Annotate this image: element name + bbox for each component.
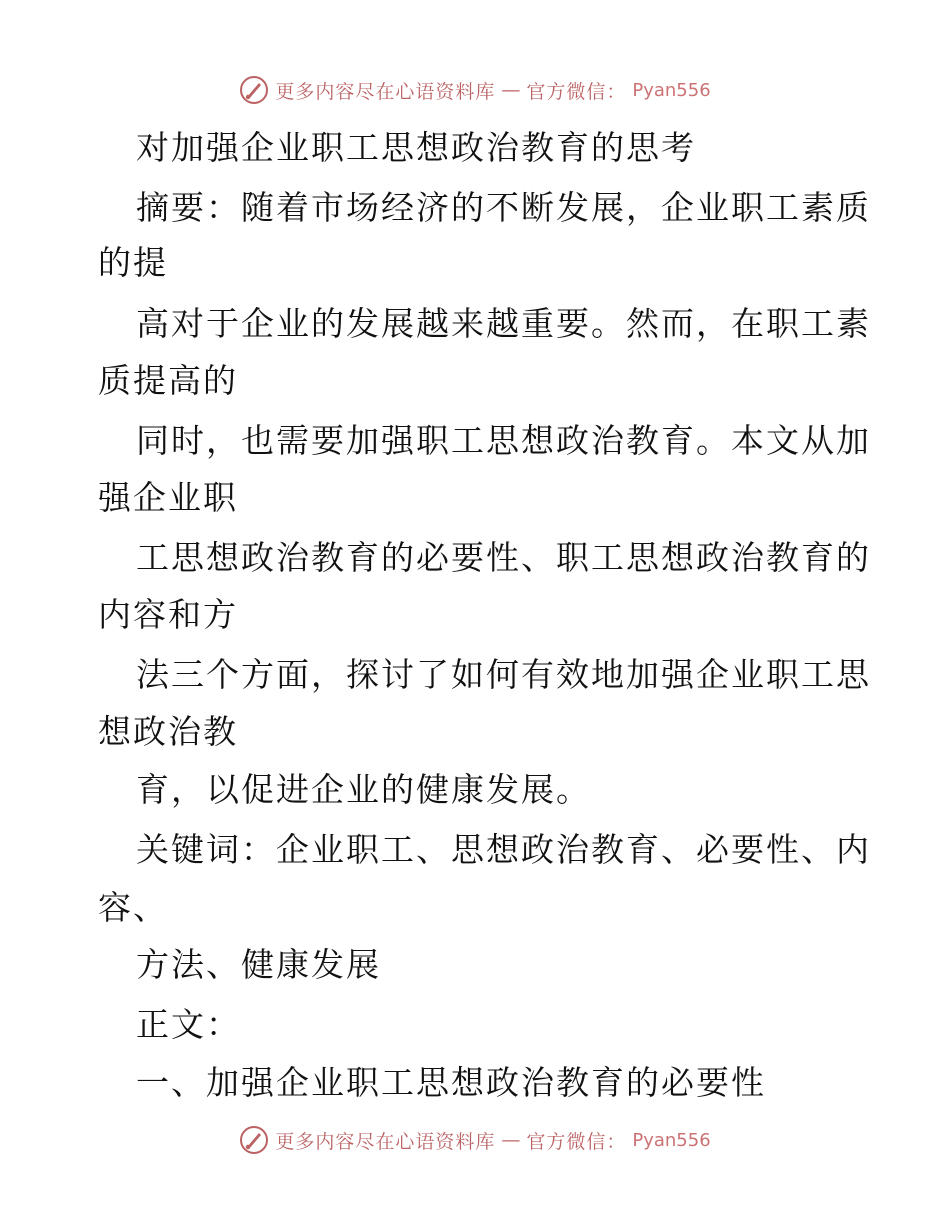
document-title: 对加强企业职工思想政治教育的思考 bbox=[136, 128, 696, 167]
watermark-separator: — bbox=[501, 79, 521, 101]
keywords-line: 关键词：企业职工、思想政治教育、必要性、内 bbox=[136, 830, 871, 869]
watermark-separator: — bbox=[501, 1129, 521, 1151]
section-label: 正文： bbox=[136, 1005, 241, 1044]
paragraph-line: 育，以促进企业的健康发展。 bbox=[136, 770, 591, 809]
paragraph-line: 的提 bbox=[98, 243, 168, 282]
section-heading: 一、加强企业职工思想政治教育的必要性 bbox=[136, 1063, 766, 1102]
footer-watermark bbox=[0, 1120, 950, 1160]
paragraph-line: 想政治教 bbox=[98, 712, 238, 751]
header-watermark bbox=[0, 70, 950, 110]
watermark-official: 官方微信： bbox=[526, 80, 627, 103]
watermark-id: Pyan556 bbox=[632, 79, 711, 101]
quill-logo-icon bbox=[239, 1125, 269, 1155]
watermark-text: 更多内容尽在心语资料库 bbox=[275, 80, 496, 103]
keywords-line: 容、 bbox=[98, 888, 168, 927]
keywords-line: 方法、健康发展 bbox=[136, 945, 381, 984]
paragraph-line: 工思想政治教育的必要性、职工思想政治教育的 bbox=[136, 538, 871, 577]
paragraph-line: 质提高的 bbox=[98, 361, 238, 400]
paragraph-line: 法三个方面，探讨了如何有效地加强企业职工思 bbox=[136, 655, 871, 694]
paragraph-line: 强企业职 bbox=[98, 478, 238, 517]
paragraph-line: 高对于企业的发展越来越重要。然而，在职工素 bbox=[136, 304, 871, 343]
paragraph-line: 内容和方 bbox=[98, 595, 238, 634]
watermark-text: 更多内容尽在心语资料库 bbox=[275, 1130, 496, 1153]
watermark-official: 官方微信： bbox=[526, 1130, 627, 1153]
paragraph-line: 同时，也需要加强职工思想政治教育。本文从加 bbox=[136, 421, 871, 460]
watermark-id: Pyan556 bbox=[632, 1129, 711, 1151]
quill-logo-icon bbox=[239, 75, 269, 105]
paragraph-line: 摘要：随着市场经济的不断发展，企业职工素质 bbox=[136, 188, 871, 227]
